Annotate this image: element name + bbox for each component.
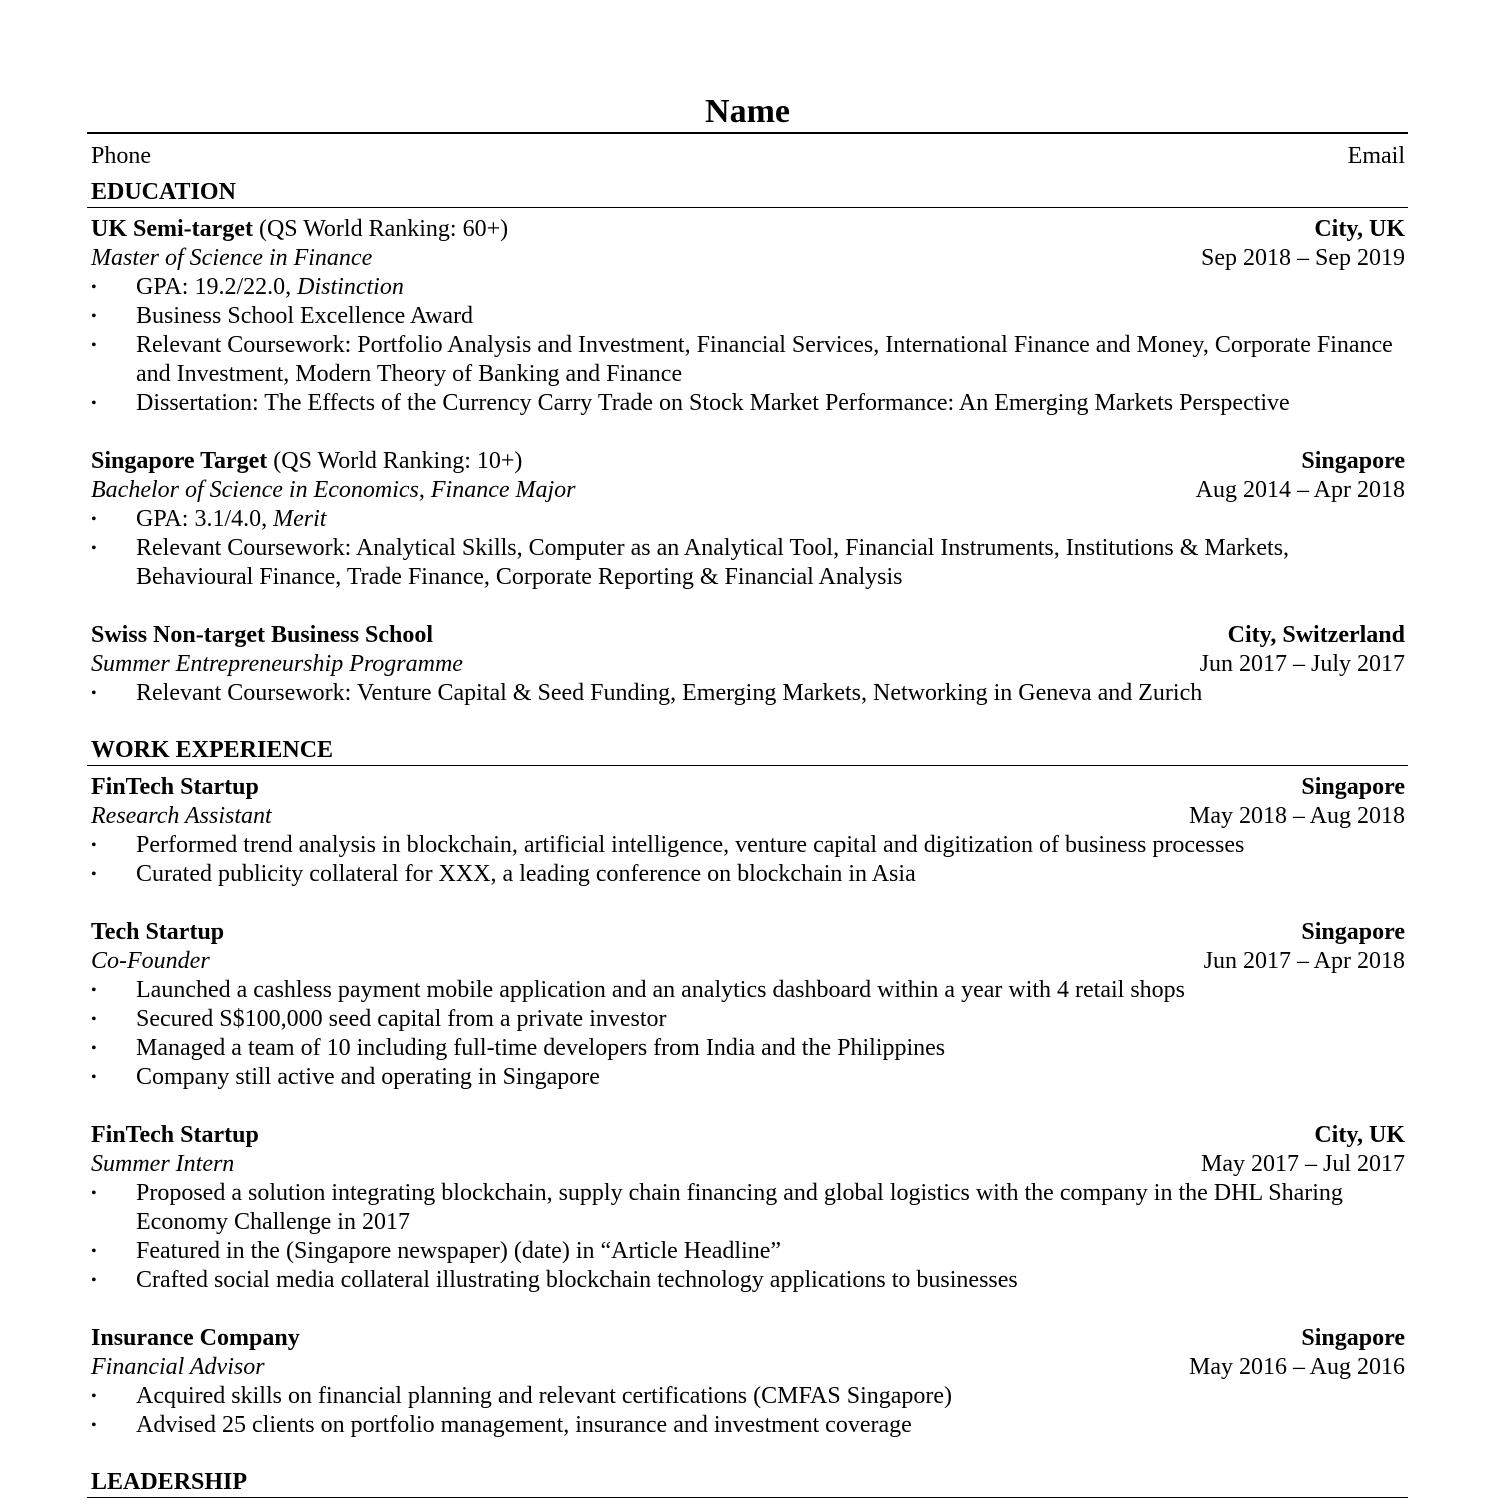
section-heading: EDUCATION xyxy=(87,178,1408,208)
entry-subheader xyxy=(91,244,1405,273)
entry-title xyxy=(91,1324,300,1353)
bullet-list xyxy=(91,1179,1405,1295)
section-entries xyxy=(87,215,1408,708)
bullet-item xyxy=(91,1179,1405,1237)
entry-header xyxy=(91,918,1405,947)
bullet-icon: • xyxy=(91,1069,97,1086)
bullet-icon: • xyxy=(91,685,97,702)
bullet-icon: • xyxy=(91,1243,97,1260)
phone: Phone xyxy=(91,143,151,169)
dates: Jun 2017 – July 2017 xyxy=(1199,651,1405,677)
dates: Aug 2014 – Apr 2018 xyxy=(1195,477,1405,503)
bullet-text: Company still active and operating in Singapore xyxy=(136,1064,600,1090)
role: Summer Entrepreneurship Programme xyxy=(91,651,463,677)
bullet-item xyxy=(91,1266,1405,1295)
bullet-icon: • xyxy=(91,1040,97,1057)
bullet-item xyxy=(91,831,1405,860)
bullet-list xyxy=(91,1382,1405,1440)
entry xyxy=(91,447,1405,592)
organization: Singapore Target xyxy=(91,448,268,474)
role: Summer Intern xyxy=(91,1151,235,1177)
bullet-text: Proposed a solution integrating blockchain, supply chain financing and global logistics with the company in the DHL Sharing Economy Challenge in 2017 xyxy=(136,1180,1343,1235)
entry-header xyxy=(91,1324,1405,1353)
bullet-icon: • xyxy=(91,1011,97,1028)
entry xyxy=(91,918,1405,1092)
organization: Insurance Company xyxy=(91,1325,300,1351)
bullet-icon: • xyxy=(91,279,97,296)
bullet-text: Managed a team of 10 including full-time developers from India and the Philippines xyxy=(136,1035,946,1061)
entry-title xyxy=(91,447,522,476)
bullet-icon: • xyxy=(91,308,97,325)
location: City, Switzerland xyxy=(1227,622,1405,648)
entry-header xyxy=(91,773,1405,802)
organization-note: (QS World Ranking: 10+) xyxy=(267,448,523,474)
bullet-text: Relevant Coursework: Analytical Skills, Computer as an Analytical Tool, Financial Instruments, Institutions & Markets, Behavioural Finance, Trade Finance, Corporate Reporting & Financial Analysis xyxy=(136,535,1290,590)
bullet-icon: • xyxy=(91,1417,97,1434)
bullet-item xyxy=(91,1034,1405,1063)
bullet-icon: • xyxy=(91,511,97,528)
location: City, UK xyxy=(1314,216,1405,242)
bullet-icon: • xyxy=(91,866,97,883)
bullet-item xyxy=(91,1005,1405,1034)
email: Email xyxy=(1347,143,1405,169)
section-entries xyxy=(87,773,1408,1440)
bullet-icon: • xyxy=(91,395,97,412)
bullet-item xyxy=(91,1411,1405,1440)
entry-header xyxy=(91,1121,1405,1150)
bullet-icon: • xyxy=(91,1388,97,1405)
entry xyxy=(91,773,1405,889)
entry-subheader xyxy=(91,802,1405,831)
organization: Tech Startup xyxy=(91,919,225,945)
role: Research Assistant xyxy=(91,803,272,829)
bullet-icon: • xyxy=(91,1272,97,1289)
organization-note: (QS World Ranking: 60+) xyxy=(252,216,509,242)
bullet-text: Secured S$100,000 seed capital from a private investor xyxy=(136,1006,667,1032)
organization: Swiss Non-target Business School xyxy=(91,622,434,648)
bullet-text: Acquired skills on financial planning and relevant certifications (CMFAS Singapore) xyxy=(136,1383,953,1409)
bullet-item xyxy=(91,331,1405,389)
dates: May 2018 – Aug 2018 xyxy=(1189,803,1405,829)
bullet-list xyxy=(91,831,1405,889)
bullet-icon: • xyxy=(91,982,97,999)
bullet-icon: • xyxy=(91,837,97,854)
entry-subheader xyxy=(91,476,1405,505)
entry-title xyxy=(91,1121,259,1150)
candidate-name: Name xyxy=(87,92,1408,134)
bullet-emphasis: Merit xyxy=(273,506,327,532)
bullet-icon: • xyxy=(91,540,97,557)
bullet-item xyxy=(91,976,1405,1005)
bullet-list xyxy=(91,679,1405,708)
entry-subheader xyxy=(91,1150,1405,1179)
section-heading: LEADERSHIP xyxy=(87,1468,1408,1498)
bullet-item xyxy=(91,679,1405,708)
bullet-item xyxy=(91,1063,1405,1092)
bullet-item xyxy=(91,534,1405,592)
organization: UK Semi-target xyxy=(91,216,253,242)
role: Bachelor of Science in Economics, Finance Major xyxy=(91,477,576,503)
bullet-item xyxy=(91,389,1405,418)
role: Master of Science in Finance xyxy=(91,245,373,271)
bullet-item xyxy=(91,1382,1405,1411)
section-heading: WORK EXPERIENCE xyxy=(87,736,1408,766)
bullet-item xyxy=(91,1237,1405,1266)
resume-page xyxy=(87,92,1408,1498)
location: Singapore xyxy=(1301,919,1405,945)
bullet-item xyxy=(91,273,1405,302)
organization: FinTech Startup xyxy=(91,1122,259,1148)
entry-subheader xyxy=(91,947,1405,976)
bullet-text: Performed trend analysis in blockchain, artificial intelligence, venture capital and digitization of business processes xyxy=(136,832,1245,858)
entry-title xyxy=(91,621,433,650)
entry-title xyxy=(91,215,508,244)
entry-subheader xyxy=(91,650,1405,679)
bullet-text: Dissertation: The Effects of the Currency Carry Trade on Stock Market Performance: An Emerging Markets Perspective xyxy=(136,390,1290,416)
dates: Sep 2018 – Sep 2019 xyxy=(1201,245,1405,271)
entry xyxy=(91,215,1405,418)
entry-header xyxy=(91,621,1405,650)
location: Singapore xyxy=(1301,1325,1405,1351)
organization: FinTech Startup xyxy=(91,774,259,800)
bullet-text: Featured in the (Singapore newspaper) (date) in “Article Headline” xyxy=(136,1238,782,1264)
bullet-text: Crafted social media collateral illustrating blockchain technology applications to businesses xyxy=(136,1267,1018,1293)
bullet-icon: • xyxy=(91,337,97,354)
entry-header xyxy=(91,447,1405,476)
bullet-item xyxy=(91,505,1405,534)
dates: Jun 2017 – Apr 2018 xyxy=(1203,948,1405,974)
dates: May 2017 – Jul 2017 xyxy=(1201,1151,1405,1177)
location: City, UK xyxy=(1314,1122,1405,1148)
role: Co-Founder xyxy=(91,948,210,974)
entry xyxy=(91,621,1405,708)
bullet-icon: • xyxy=(91,1185,97,1202)
entry-title xyxy=(91,773,259,802)
bullet-text: Relevant Coursework: Portfolio Analysis and Investment, Financial Services, International Finance and Money, Corporate Finance and Investment, Modern Theory of Banking and Finance xyxy=(136,332,1393,387)
contact-line xyxy=(87,142,1408,171)
entry xyxy=(91,1121,1405,1295)
bullet-item xyxy=(91,302,1405,331)
dates: May 2016 – Aug 2016 xyxy=(1189,1354,1405,1380)
sections xyxy=(87,178,1408,1498)
bullet-text: GPA: 3.1/4.0, xyxy=(136,506,274,532)
bullet-list xyxy=(91,976,1405,1092)
entry-title xyxy=(91,918,224,947)
bullet-text: Curated publicity collateral for XXX, a leading conference on blockchain in Asia xyxy=(136,861,916,887)
entry-subheader xyxy=(91,1353,1405,1382)
role: Financial Advisor xyxy=(91,1354,265,1380)
bullet-item xyxy=(91,860,1405,889)
bullet-text: Launched a cashless payment mobile application and an analytics dashboard within a year with 4 retail shops xyxy=(136,977,1186,1003)
bullet-text: Advised 25 clients on portfolio management, insurance and investment coverage xyxy=(136,1412,912,1438)
entry-header xyxy=(91,215,1405,244)
bullet-list xyxy=(91,505,1405,592)
bullet-text: Relevant Coursework: Venture Capital & Seed Funding, Emerging Markets, Networking in Geneva and Zurich xyxy=(136,680,1203,706)
entry xyxy=(91,1324,1405,1440)
bullet-text: GPA: 19.2/22.0, xyxy=(136,274,298,300)
bullet-text: Business School Excellence Award xyxy=(136,303,474,329)
bullet-list xyxy=(91,273,1405,418)
location: Singapore xyxy=(1301,774,1405,800)
bullet-emphasis: Distinction xyxy=(297,274,404,300)
location: Singapore xyxy=(1301,448,1405,474)
